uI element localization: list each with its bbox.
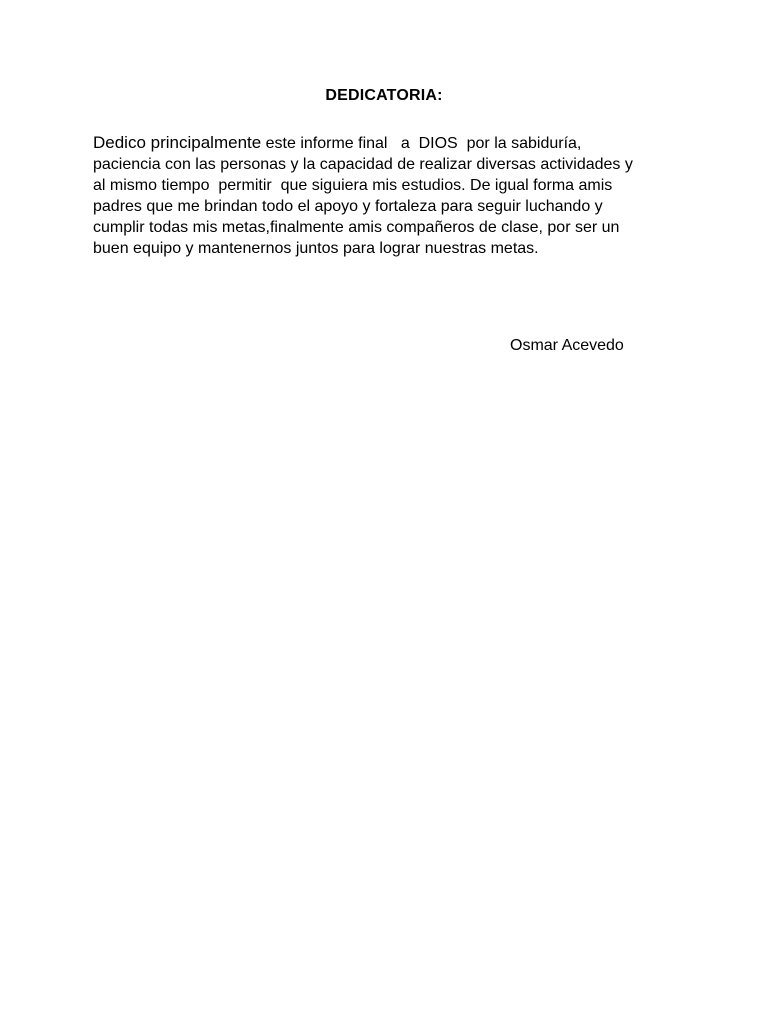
- paragraph-line-1-rest: este informe final a DIOS por la sabiduría,: [261, 135, 582, 152]
- paragraph-line-6: buen equipo y mantenernos juntos para lograr nuestras metas.: [93, 240, 539, 257]
- paragraph-line-2: paciencia con las personas y la capacidad de realizar diversas actividades y: [93, 156, 633, 173]
- page-title: DEDICATORIA:: [325, 87, 443, 104]
- paragraph-line-5: cumplir todas mis metas,finalmente amis compañeros de clase, por ser un: [93, 219, 620, 236]
- paragraph-lead-text: Dedico principalmente: [93, 133, 262, 152]
- dedication-paragraph: [93, 132, 683, 259]
- paragraph-line-3: al mismo tiempo permitir que siguiera mis estudios. De igual forma amis: [93, 177, 613, 194]
- paragraph-line-1: [93, 132, 683, 154]
- author-signature: Osmar Acevedo: [510, 337, 624, 354]
- paragraph-line-4: padres que me brindan todo el apoyo y fortaleza para seguir luchando y: [93, 198, 603, 215]
